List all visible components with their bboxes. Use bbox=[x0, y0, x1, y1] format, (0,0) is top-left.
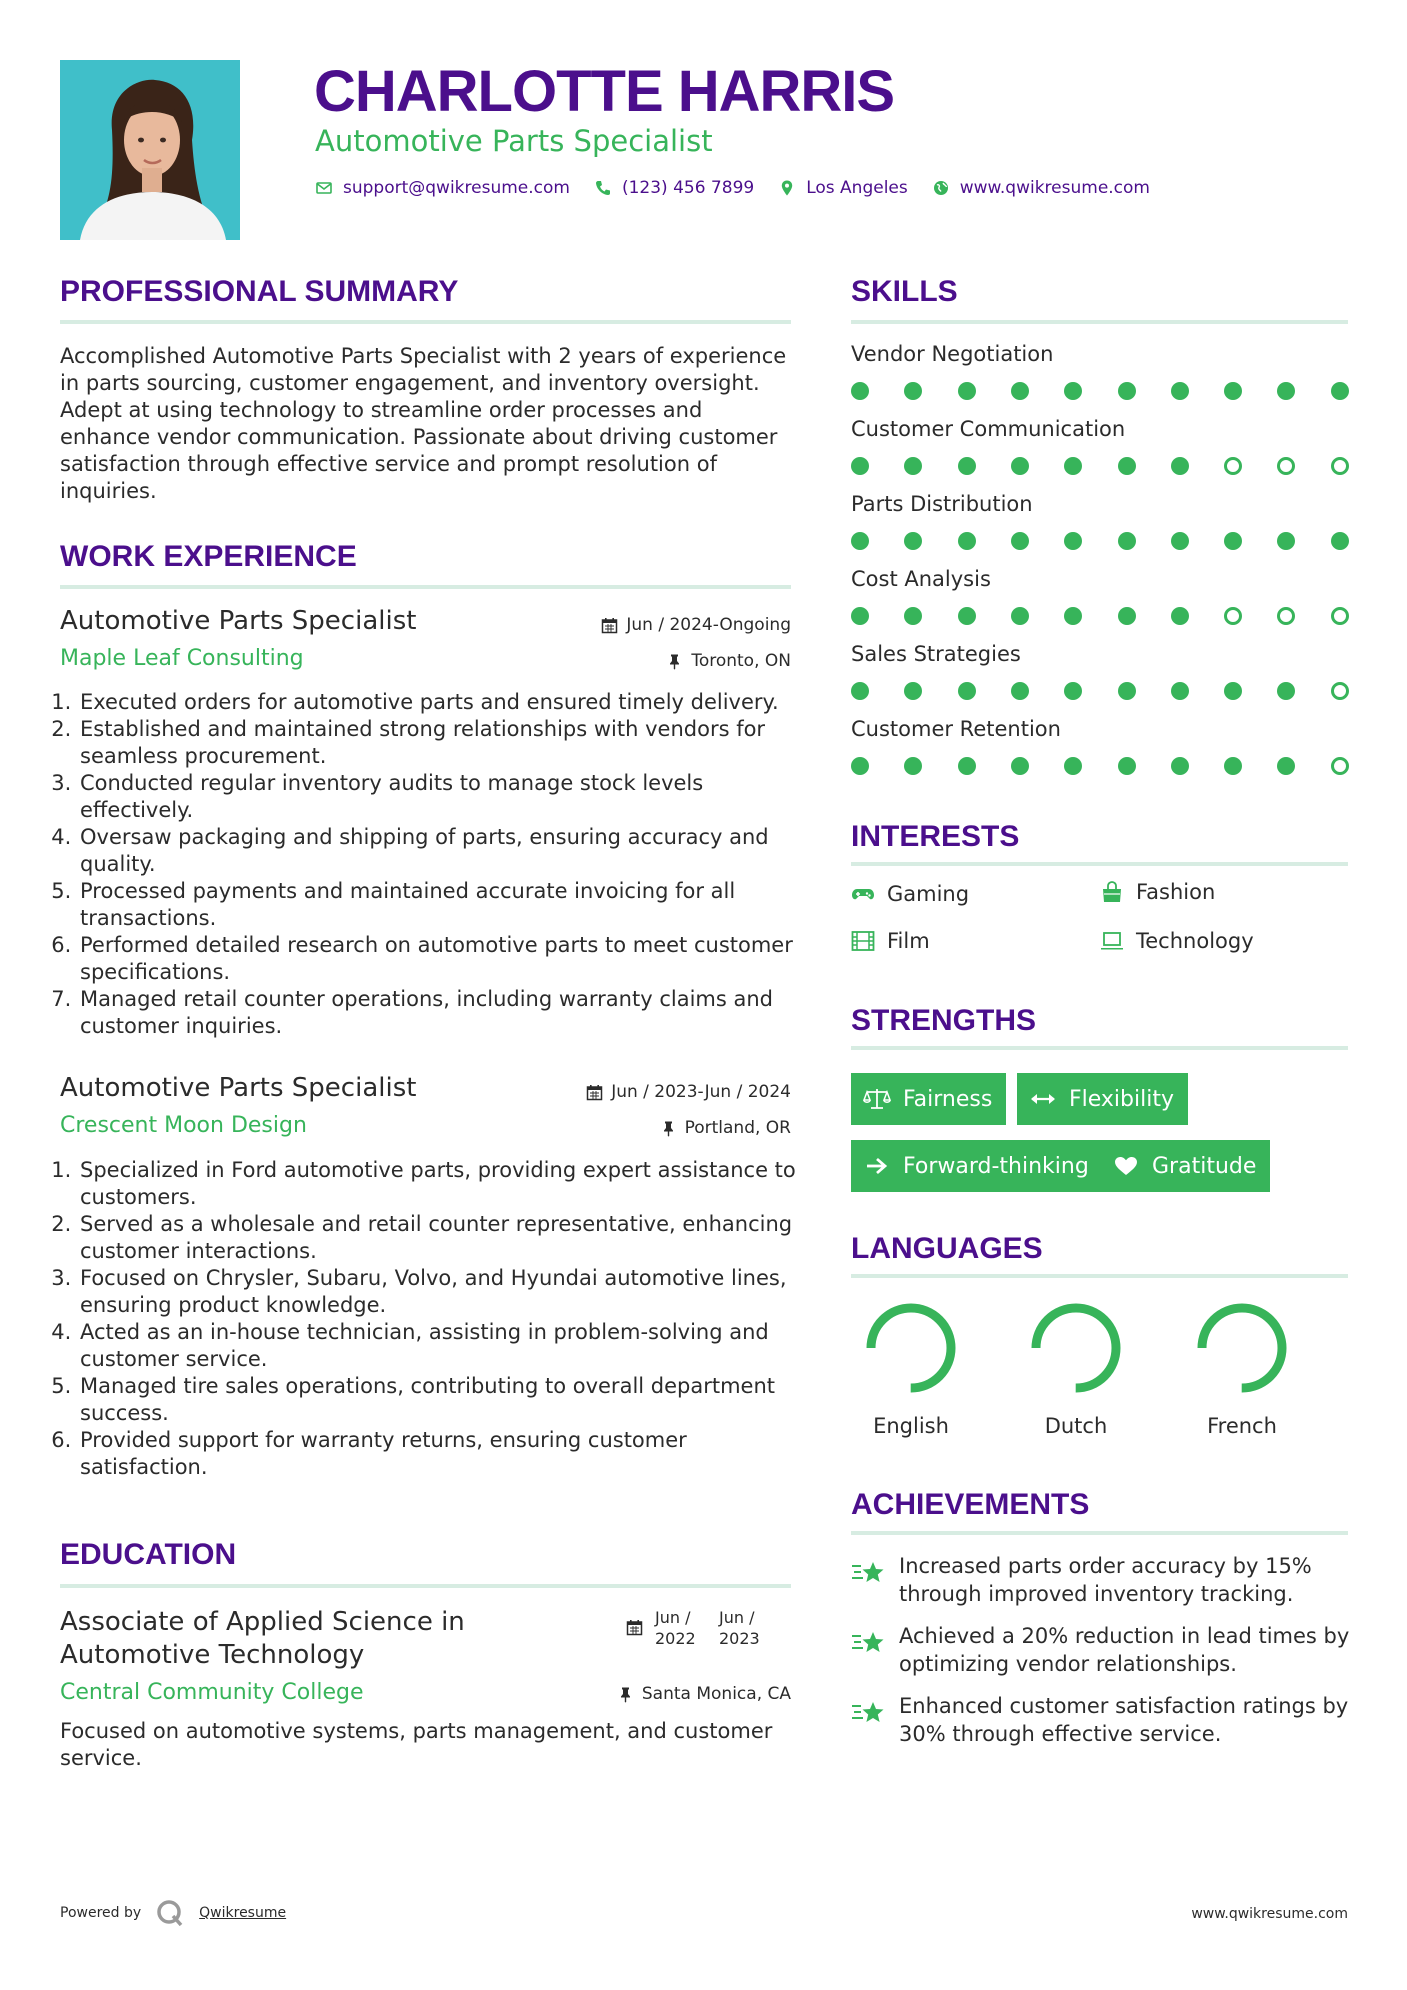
qwikresume-link[interactable]: Qwikresume bbox=[199, 1905, 287, 1921]
strength-label: Forward-thinking bbox=[903, 1153, 1089, 1179]
rating-dot-filled bbox=[1224, 382, 1242, 400]
profile-photo bbox=[60, 60, 240, 240]
rating-dot-filled bbox=[1118, 532, 1136, 550]
pushpin-icon bbox=[666, 653, 683, 670]
skills-heading: SKILLS bbox=[851, 275, 958, 308]
rating-dot-filled bbox=[1064, 457, 1082, 475]
rating-dot-filled bbox=[1331, 532, 1349, 550]
rating-dot-filled bbox=[1118, 457, 1136, 475]
rating-dot-filled bbox=[1011, 532, 1029, 550]
interest-label: Gaming bbox=[887, 882, 970, 906]
rating-dot-filled bbox=[904, 382, 922, 400]
languages-divider bbox=[851, 1274, 1348, 1278]
email-text: support@qwikresume.com bbox=[343, 178, 570, 198]
rating-dot-filled bbox=[904, 607, 922, 625]
language-progress-arc bbox=[1202, 1308, 1282, 1388]
language-progress-ring bbox=[1028, 1300, 1124, 1396]
language-progress-arc bbox=[1036, 1308, 1116, 1388]
rating-dot-empty bbox=[1331, 457, 1349, 475]
education-location-text: Santa Monica, CA bbox=[641, 1684, 791, 1704]
rating-dot-filled bbox=[1224, 682, 1242, 700]
strength-label: Fairness bbox=[903, 1086, 993, 1112]
job-1-title: Automotive Parts Specialist bbox=[60, 606, 417, 636]
job-1-company: Maple Leaf Consulting bbox=[60, 646, 304, 671]
rating-dot-filled bbox=[1171, 682, 1189, 700]
summary-heading: PROFESSIONAL SUMMARY bbox=[60, 275, 459, 308]
skill-name: Cost Analysis bbox=[851, 567, 991, 591]
film-icon bbox=[851, 930, 875, 952]
strength-label: Flexibility bbox=[1069, 1086, 1174, 1112]
arrows-horizontal-icon bbox=[1029, 1087, 1057, 1111]
skill-name: Sales Strategies bbox=[851, 642, 1021, 666]
language-label: Dutch bbox=[1044, 1414, 1108, 1438]
list-item: 4. Acted as an in-house technician, assisting in problem-solving and customer service. bbox=[78, 1319, 800, 1373]
language-english bbox=[851, 1300, 971, 1438]
arrow-right-icon bbox=[863, 1154, 891, 1178]
rating-dot-filled bbox=[1277, 382, 1295, 400]
skill-name: Parts Distribution bbox=[851, 492, 1033, 516]
degree-title: Associate of Applied Science in Automotive Technology bbox=[60, 1607, 465, 1670]
contact-bar bbox=[315, 178, 1164, 198]
rating-dot-filled bbox=[1064, 607, 1082, 625]
shooting-star-icon bbox=[851, 1698, 885, 1728]
qwikresume-logo-icon bbox=[155, 1898, 185, 1928]
achievement-item bbox=[851, 1622, 1351, 1678]
rating-dot-empty bbox=[1331, 607, 1349, 625]
list-item: 1. Specialized in Ford automotive parts, providing expert assistance to customers. bbox=[78, 1157, 800, 1211]
strengths-divider bbox=[851, 1046, 1348, 1050]
contact-phone[interactable] bbox=[594, 178, 754, 198]
skill-name: Vendor Negotiation bbox=[851, 342, 1054, 366]
list-item: 1. Executed orders for automotive parts and ensured timely delivery. bbox=[78, 689, 800, 716]
job-2-date bbox=[586, 1082, 791, 1102]
rating-dot-filled bbox=[1171, 757, 1189, 775]
list-item: 2. Served as a wholesale and retail counter representative, enhancing customer interactions. bbox=[78, 1211, 800, 1265]
list-item: 2. Established and maintained strong relationships with vendors for seamless procurement. bbox=[78, 716, 800, 770]
rating-dot-filled bbox=[1118, 382, 1136, 400]
rating-dot-filled bbox=[958, 757, 976, 775]
achievement-text: Increased parts order accuracy by 15% through improved inventory tracking. bbox=[899, 1554, 1312, 1606]
language-progress-ring bbox=[1194, 1300, 1290, 1396]
education-description: Focused on automotive systems, parts management, and customer service. bbox=[60, 1719, 773, 1770]
job-1-location bbox=[666, 651, 791, 671]
achievement-text: Achieved a 20% reduction in lead times by optimizing vendor relationships. bbox=[899, 1624, 1350, 1676]
rating-dot-filled bbox=[851, 457, 869, 475]
skill-rating bbox=[851, 381, 1351, 401]
footer-powered-by bbox=[60, 1898, 286, 1928]
skill-rating bbox=[851, 606, 1351, 626]
shooting-star-icon bbox=[851, 1628, 885, 1658]
rating-dot-filled bbox=[851, 757, 869, 775]
rating-dot-empty bbox=[1224, 607, 1242, 625]
rating-dot-filled bbox=[904, 457, 922, 475]
rating-dot-filled bbox=[1011, 457, 1029, 475]
rating-dot-filled bbox=[1011, 682, 1029, 700]
rating-dot-filled bbox=[1064, 382, 1082, 400]
phone-icon bbox=[594, 179, 612, 197]
rating-dot-filled bbox=[1171, 457, 1189, 475]
strength-label: Gratitude bbox=[1152, 1153, 1257, 1179]
rating-dot-filled bbox=[1331, 382, 1349, 400]
list-item: 3. Conducted regular inventory audits to manage stock levels effectively. bbox=[78, 770, 800, 824]
rating-dot-filled bbox=[1277, 682, 1295, 700]
globe-icon bbox=[932, 179, 950, 197]
language-french bbox=[1182, 1300, 1302, 1438]
rating-dot-filled bbox=[1064, 532, 1082, 550]
contact-email[interactable] bbox=[315, 178, 570, 198]
calendar-icon bbox=[626, 1619, 643, 1636]
rating-dot-filled bbox=[958, 682, 976, 700]
gamepad-icon bbox=[851, 883, 875, 905]
rating-dot-filled bbox=[904, 682, 922, 700]
interest-label: Technology bbox=[1136, 929, 1254, 953]
contact-website[interactable] bbox=[932, 178, 1150, 198]
envelope-icon bbox=[315, 179, 333, 197]
experience-heading: WORK EXPERIENCE bbox=[60, 540, 357, 573]
list-item: 5. Managed tire sales operations, contributing to overall department success. bbox=[78, 1373, 800, 1427]
experience-divider bbox=[60, 585, 791, 589]
powered-by-text: Powered by bbox=[60, 1905, 142, 1921]
rating-dot-filled bbox=[1171, 382, 1189, 400]
candidate-title: Automotive Parts Specialist bbox=[315, 124, 713, 158]
rating-dot-filled bbox=[958, 457, 976, 475]
rating-dot-filled bbox=[851, 532, 869, 550]
laptop-icon bbox=[1100, 930, 1124, 952]
portrait-image bbox=[60, 60, 240, 240]
rating-dot-filled bbox=[1224, 532, 1242, 550]
skill-name: Customer Communication bbox=[851, 417, 1126, 441]
education-date bbox=[626, 1607, 771, 1649]
rating-dot-empty bbox=[1224, 457, 1242, 475]
interest-fashion bbox=[1100, 880, 1215, 904]
job-2-location bbox=[660, 1118, 791, 1138]
strength-chip-gratitude bbox=[1100, 1140, 1270, 1192]
strengths-heading: STRENGTHS bbox=[851, 1004, 1037, 1037]
map-pin-icon bbox=[778, 179, 796, 197]
rating-dot-empty bbox=[1331, 682, 1349, 700]
rating-dot-filled bbox=[1277, 532, 1295, 550]
school-name: Central Community College bbox=[60, 1680, 364, 1705]
rating-dot-filled bbox=[851, 382, 869, 400]
achievements-heading: ACHIEVEMENTS bbox=[851, 1488, 1090, 1521]
language-label: English bbox=[873, 1414, 949, 1438]
job-2-duties bbox=[60, 1157, 800, 1481]
list-item: 7. Managed retail counter operations, including warranty claims and customer inquiries. bbox=[78, 986, 800, 1040]
list-item: 4. Oversaw packaging and shipping of parts, ensuring accuracy and quality. bbox=[78, 824, 800, 878]
rating-dot-filled bbox=[1118, 757, 1136, 775]
job-2-date-text: Jun / 2023-Jun / 2024 bbox=[611, 1082, 791, 1102]
shooting-star-icon bbox=[851, 1558, 885, 1588]
list-item: 3. Focused on Chrysler, Subaru, Volvo, and Hyundai automotive lines, ensuring product knowledge. bbox=[78, 1265, 800, 1319]
website-text: www.qwikresume.com bbox=[959, 178, 1150, 198]
rating-dot-filled bbox=[958, 532, 976, 550]
heart-icon bbox=[1112, 1154, 1140, 1178]
phone-text: (123) 456 7899 bbox=[621, 178, 755, 198]
job-1-date-text: Jun / 2024-Ongoing bbox=[626, 615, 791, 635]
languages-heading: LANGUAGES bbox=[851, 1232, 1043, 1265]
summary-divider bbox=[60, 320, 791, 324]
rating-dot-filled bbox=[904, 532, 922, 550]
rating-dot-filled bbox=[1224, 757, 1242, 775]
language-progress-arc bbox=[871, 1308, 951, 1388]
candidate-name: CHARLOTTE HARRIS bbox=[314, 59, 895, 124]
strength-chip-flexibility bbox=[1017, 1073, 1188, 1125]
skills-divider bbox=[851, 320, 1348, 324]
skill-name: Customer Retention bbox=[851, 717, 1061, 741]
list-item: 6. Performed detailed research on automotive parts to meet customer specifications. bbox=[78, 932, 800, 986]
rating-dot-empty bbox=[1331, 757, 1349, 775]
job-1-date bbox=[601, 615, 791, 635]
interests-divider bbox=[851, 862, 1348, 866]
interest-technology bbox=[1100, 929, 1254, 953]
rating-dot-empty bbox=[1277, 607, 1295, 625]
pushpin-icon bbox=[660, 1120, 677, 1137]
pushpin-icon bbox=[617, 1686, 634, 1703]
skill-rating bbox=[851, 756, 1351, 776]
rating-dot-filled bbox=[1011, 757, 1029, 775]
rating-dot-filled bbox=[958, 607, 976, 625]
calendar-icon bbox=[586, 1084, 603, 1101]
skill-rating bbox=[851, 456, 1351, 476]
rating-dot-filled bbox=[1011, 382, 1029, 400]
rating-dot-filled bbox=[1118, 607, 1136, 625]
rating-dot-filled bbox=[958, 382, 976, 400]
achievements-divider bbox=[851, 1531, 1348, 1535]
education-date-end: Jun / 2023 bbox=[719, 1608, 760, 1648]
rating-dot-filled bbox=[1171, 607, 1189, 625]
interest-label: Fashion bbox=[1136, 880, 1216, 904]
strength-chip-forward-thinking bbox=[851, 1140, 1103, 1192]
rating-dot-empty bbox=[1277, 457, 1295, 475]
job-1-duties bbox=[60, 689, 800, 1040]
language-progress-ring bbox=[863, 1300, 959, 1396]
job-2-company: Crescent Moon Design bbox=[60, 1113, 307, 1138]
skill-rating bbox=[851, 681, 1351, 701]
achievement-item bbox=[851, 1552, 1351, 1608]
rating-dot-filled bbox=[1064, 757, 1082, 775]
calendar-icon bbox=[601, 617, 618, 634]
summary-text: Accomplished Automotive Parts Specialist with 2 years of experience in parts sourcing, customer engagement, and inventory oversight. Adept at using technology to streamline order processes and enhance vendor communication. Passionate about driving customer satisfaction through effective service and prompt resolution of inquiries. bbox=[60, 344, 787, 503]
job-2-location-text: Portland, OR bbox=[684, 1118, 791, 1138]
rating-dot-filled bbox=[851, 682, 869, 700]
rating-dot-filled bbox=[1277, 757, 1295, 775]
list-item: 5. Processed payments and maintained accurate invoicing for all transactions. bbox=[78, 878, 800, 932]
language-dutch bbox=[1016, 1300, 1136, 1438]
achievement-text: Enhanced customer satisfaction ratings by 30% through effective service. bbox=[899, 1694, 1349, 1746]
interest-film bbox=[851, 929, 930, 953]
education-divider bbox=[60, 1584, 791, 1588]
job-2-title: Automotive Parts Specialist bbox=[60, 1073, 417, 1103]
footer-url[interactable]: www.qwikresume.com bbox=[1191, 1906, 1348, 1922]
rating-dot-filled bbox=[851, 607, 869, 625]
education-date-start: Jun / 2022 bbox=[655, 1608, 696, 1648]
language-label: French bbox=[1207, 1414, 1277, 1438]
shopping-bag-icon bbox=[1100, 881, 1124, 903]
contact-location bbox=[778, 178, 908, 198]
skill-rating bbox=[851, 531, 1351, 551]
achievement-item bbox=[851, 1692, 1351, 1748]
location-text: Los Angeles bbox=[806, 178, 908, 198]
job-1-location-text: Toronto, ON bbox=[691, 651, 791, 671]
balance-scale-icon bbox=[863, 1087, 891, 1111]
education-heading: EDUCATION bbox=[60, 1538, 237, 1571]
interest-gaming bbox=[851, 882, 969, 906]
rating-dot-filled bbox=[1118, 682, 1136, 700]
rating-dot-filled bbox=[1011, 607, 1029, 625]
rating-dot-filled bbox=[1171, 532, 1189, 550]
interests-heading: INTERESTS bbox=[851, 820, 1020, 853]
interest-label: Film bbox=[887, 929, 930, 953]
rating-dot-filled bbox=[904, 757, 922, 775]
list-item: 6. Provided support for warranty returns, ensuring customer satisfaction. bbox=[78, 1427, 800, 1481]
rating-dot-filled bbox=[1064, 682, 1082, 700]
strength-chip-fairness bbox=[851, 1073, 1006, 1125]
education-location bbox=[617, 1684, 791, 1704]
